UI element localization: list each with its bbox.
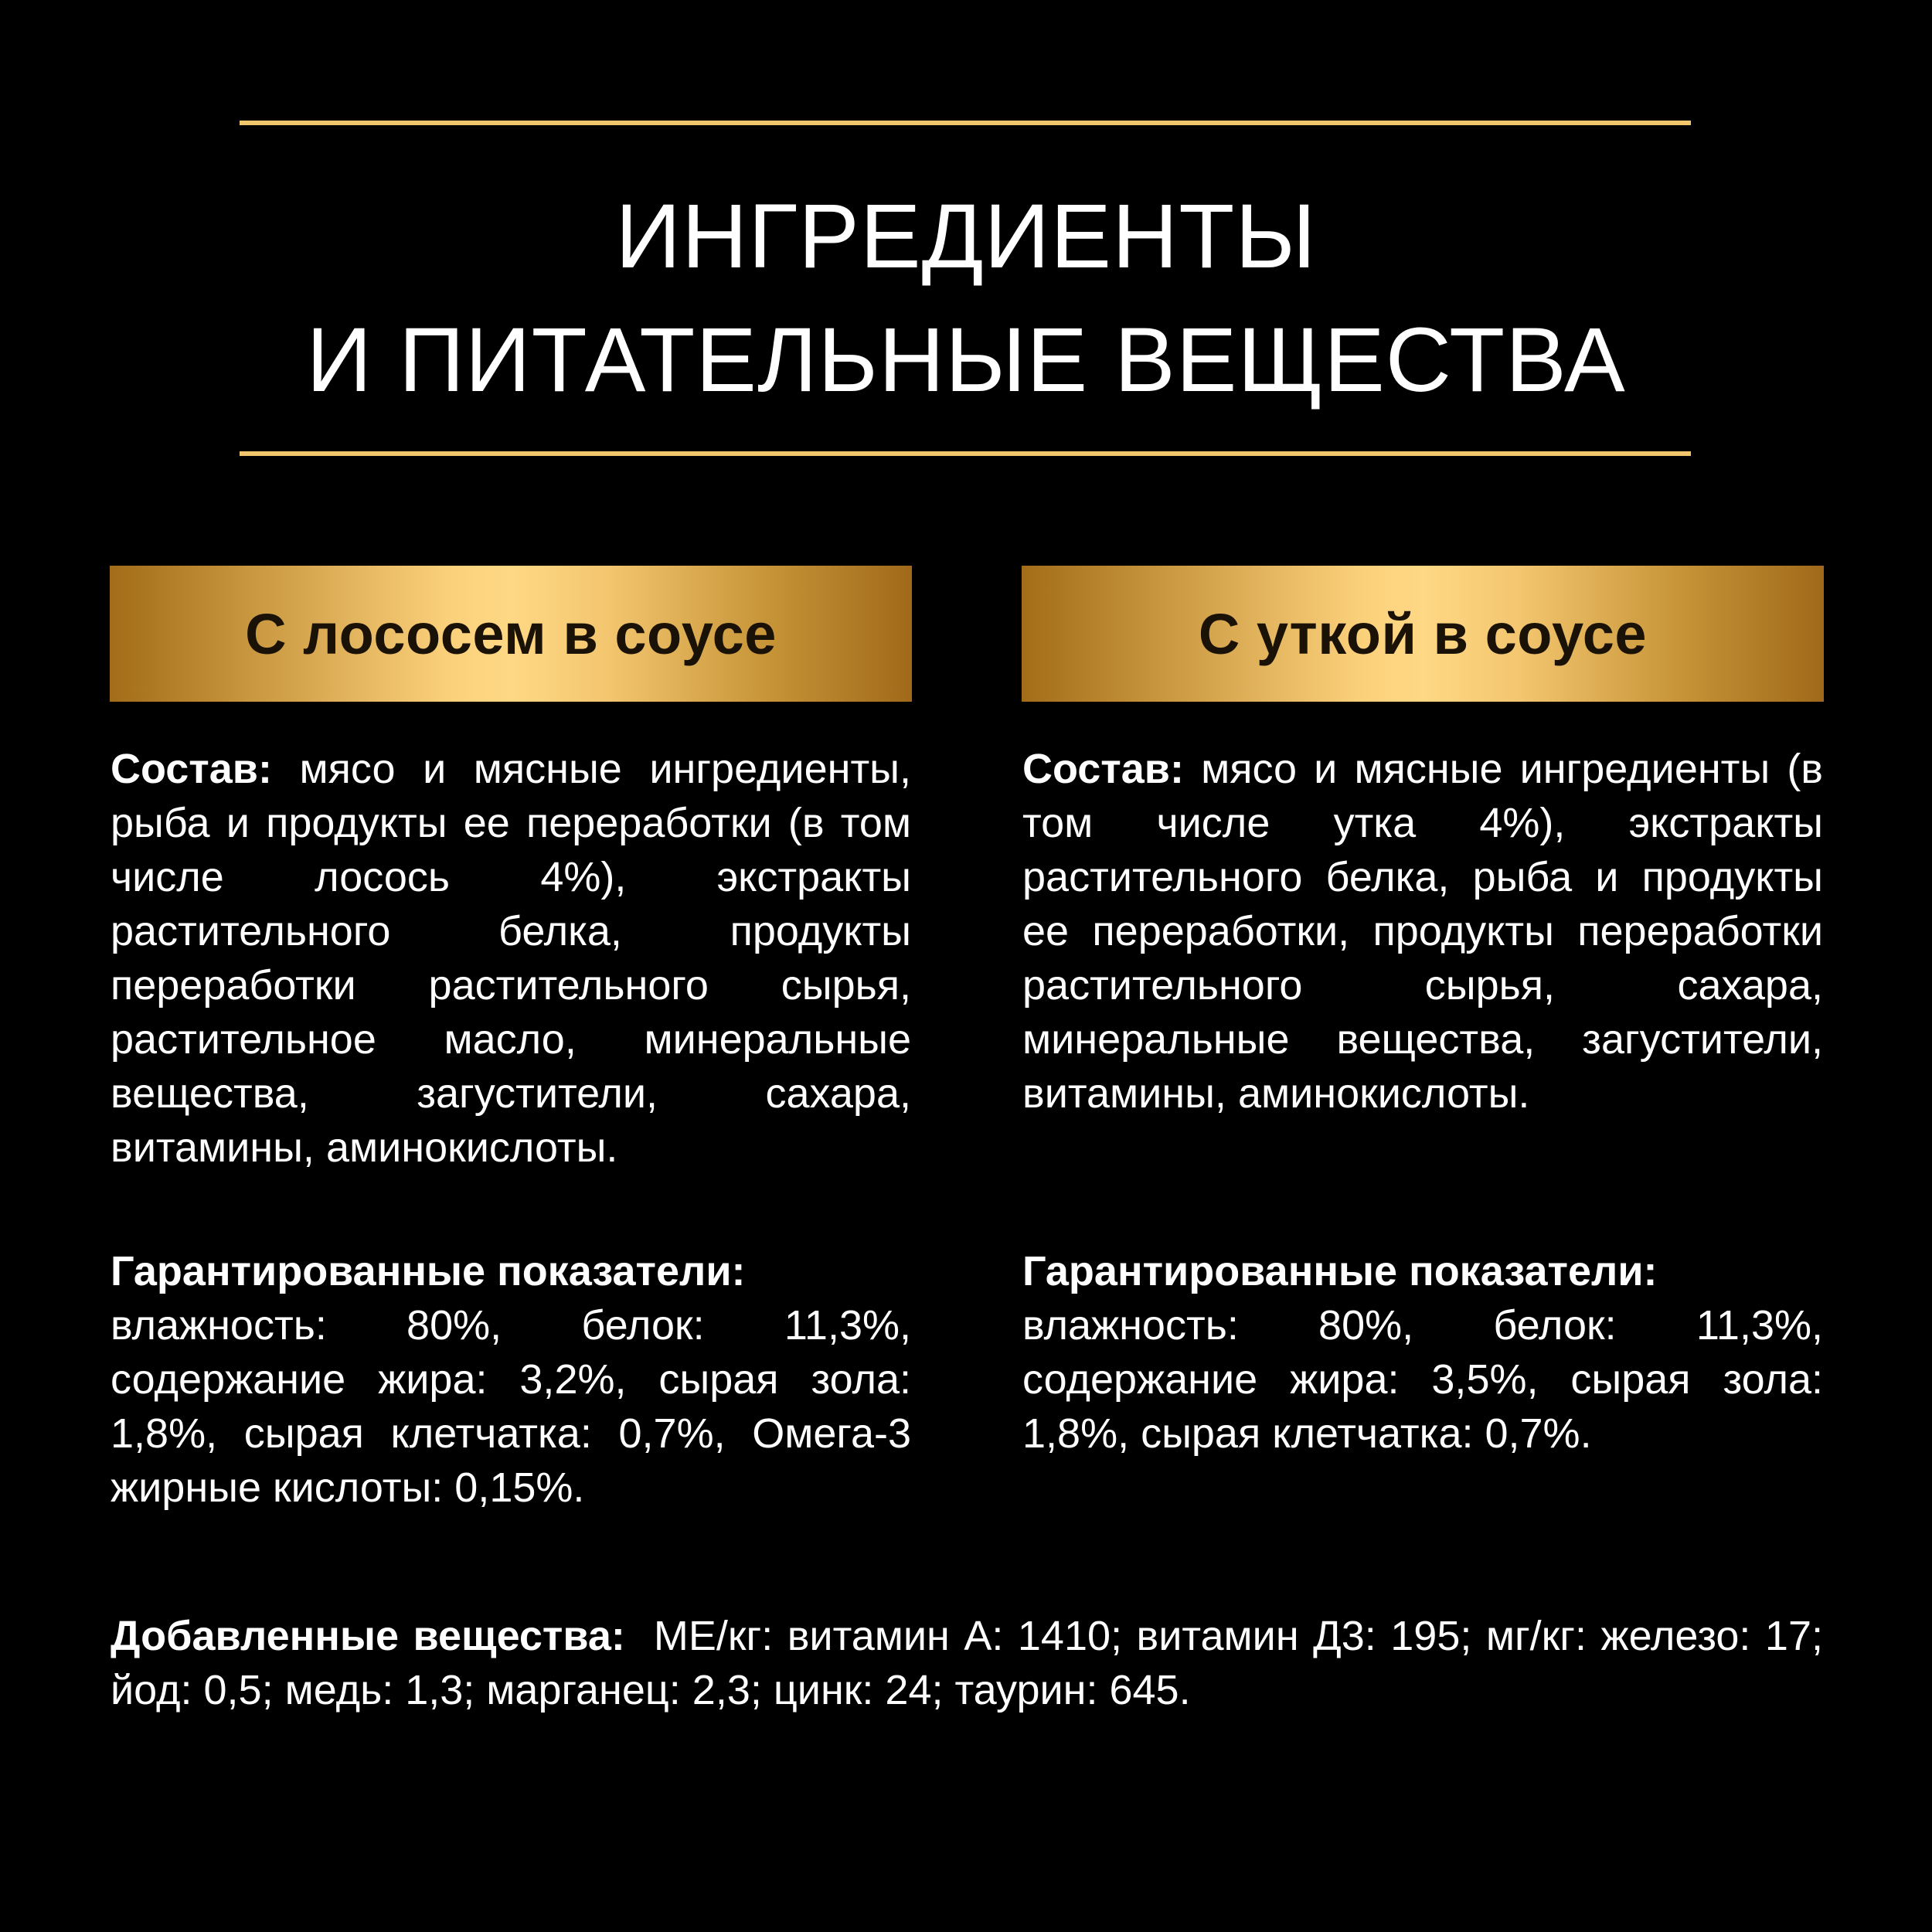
- salmon-guaranteed-label: Гарантированные показатели:: [111, 1248, 746, 1294]
- salmon-banner-label: С лососем в соусе: [245, 601, 777, 666]
- added-substances-label: Добавленные вещества:: [111, 1613, 625, 1659]
- duck-guaranteed: [1022, 1244, 1823, 1461]
- salmon-guaranteed: [111, 1244, 911, 1515]
- duck-composition: [1022, 742, 1823, 1121]
- title-line-1: ИНГРЕДИЕНТЫ: [615, 185, 1317, 287]
- bottom-gold-rule: [240, 451, 1691, 456]
- duck-composition-label: Состав:: [1022, 746, 1184, 792]
- salmon-composition: [111, 742, 911, 1175]
- duck-banner-label: С уткой в соусе: [1198, 601, 1648, 666]
- salmon-guaranteed-text: влажность: 80%, белок: 11,3%, содержание жира: 3,2%, сырая зола: 1,8%, сырая клетчатка: 0,7%, Омега-3 жирные кислоты: 0,15%.: [111, 1302, 911, 1511]
- duck-banner: [1022, 566, 1824, 702]
- salmon-composition-label: Состав:: [111, 746, 272, 792]
- page-title: [0, 175, 1932, 422]
- top-gold-rule: [240, 121, 1691, 125]
- added-substances: [111, 1609, 1835, 1717]
- duck-guaranteed-text: влажность: 80%, белок: 11,3%, содержание жира: 3,5%, сырая зола: 1,8%, сырая клетчатка: 0,7%.: [1022, 1302, 1823, 1457]
- title-line-2: И ПИТАТЕЛЬНЫЕ ВЕЩЕСТВА: [306, 309, 1626, 411]
- duck-composition-text: мясо и мясные ингредиенты (в том числе утка 4%), экстракты растительного белка, рыба и продукты ее переработки, продукты переработки растительного сырья, сахара, минеральные вещества, загустители, витамины, аминокислоты.: [1022, 746, 1823, 1117]
- salmon-banner: [110, 566, 912, 702]
- duck-guaranteed-label: Гарантированные показатели:: [1022, 1248, 1658, 1294]
- added-substances-text: МЕ/кг: витамин А: 1410; витамин Д3: 195; мг/кг: железо: 17; йод: 0,5; медь: 1,3; марганец: 2,3; цинк: 24; таурин: 645.: [111, 1613, 1835, 1713]
- salmon-composition-text: мясо и мясные ингредиенты, рыба и продукты ее переработки (в том числе лосось 4%), экстракты растительного белка, продукты переработки растительного сырья, растительное масло, минеральные вещества, загустители, сахара, витамины, аминокислоты.: [111, 746, 911, 1171]
